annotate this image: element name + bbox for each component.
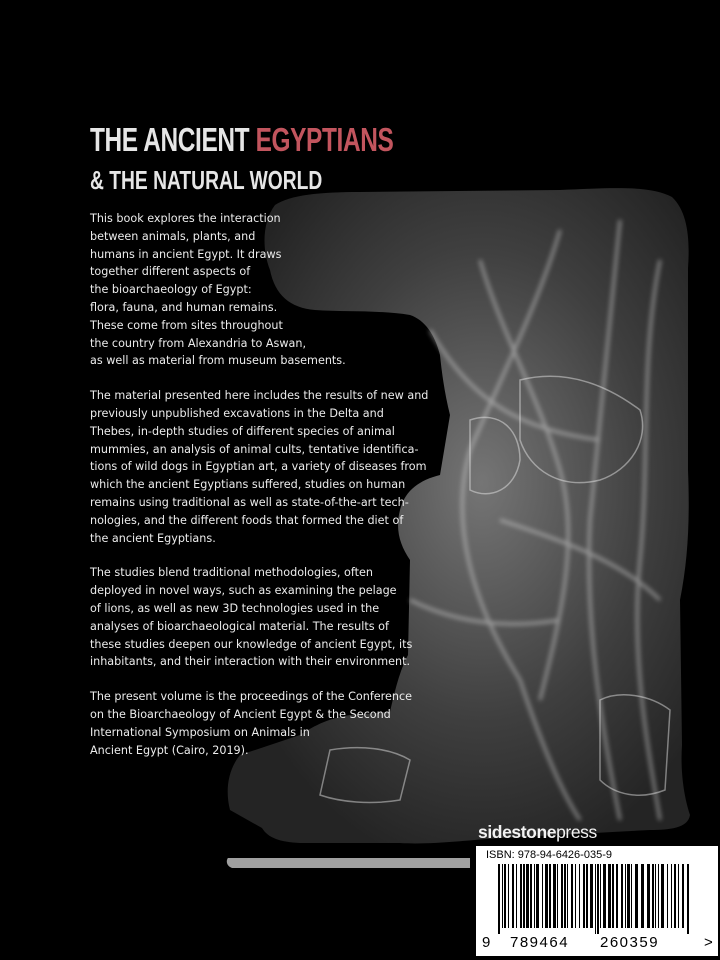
publisher-name-bold: sidestone <box>478 822 557 842</box>
blurb-line: flora, fauna, and human remains. <box>90 300 278 314</box>
blurb-paragraph <box>90 210 520 370</box>
title-accent: EGYPTIANS <box>255 121 394 158</box>
blurb-line: International Symposium on Animals in <box>90 725 310 739</box>
blurb-line: between animals, plants, and <box>90 229 256 243</box>
blurb-text <box>90 210 520 776</box>
barcode-bar <box>661 864 664 928</box>
barcode-bar <box>575 864 576 928</box>
blurb-line: humans in ancient Egypt. It draws <box>90 247 282 261</box>
barcode-digit-end: > <box>704 934 713 951</box>
barcode-bar <box>595 864 596 934</box>
barcode-bar <box>579 864 580 928</box>
barcode-bar <box>647 864 650 928</box>
blurb-paragraph <box>90 564 520 671</box>
barcode-bar <box>520 864 522 928</box>
publisher-name-regular: press <box>556 822 597 842</box>
barcode-bar <box>571 864 573 928</box>
barcode-bar <box>504 864 506 928</box>
barcode-bar <box>658 864 659 928</box>
barcode-bar <box>631 864 632 928</box>
barcode-bar <box>597 864 599 934</box>
barcode-bar <box>671 864 672 928</box>
blurb-line: remains using traditional as well as state-of-the-art tech- <box>90 495 409 509</box>
barcode-bar <box>502 864 503 928</box>
blurb-line: inhabitants, and their interaction with their environment. <box>90 655 411 669</box>
barcode-bar <box>534 864 535 928</box>
blurb-line: nologies, and the different foods that formed the diet of <box>90 513 404 527</box>
barcode-bar <box>674 864 676 928</box>
blurb-line: tions of wild dogs in Egyptian art, a variety of diseases from <box>90 460 427 474</box>
barcode-bar <box>635 864 638 928</box>
barcode-bar <box>530 864 532 928</box>
barcode-bar <box>564 864 566 928</box>
blurb-paragraph <box>90 688 520 759</box>
barcode-digit-first: 9 <box>482 934 491 951</box>
blurb-line: Thebes, in-depth studies of different species of animal <box>90 424 395 438</box>
barcode-bar <box>641 864 644 928</box>
barcode-bar <box>557 864 558 928</box>
publisher-logo <box>478 822 597 843</box>
barcode-bar <box>536 864 539 928</box>
blurb-line: The material presented here includes the results of new and <box>90 389 429 403</box>
barcode-bar <box>612 864 614 928</box>
isbn-label: ISBN: 978-94-6426-035-9 <box>486 849 612 861</box>
barcode-bar <box>655 864 656 928</box>
barcode-digit-group: 260359 <box>600 934 660 951</box>
isbn-barcode <box>476 846 718 956</box>
blurb-line: as well as material from museum basements. <box>90 354 346 368</box>
blurb-line: deployed in novel ways, such as examining the pelage <box>90 584 397 598</box>
blurb-line: on the Bioarchaeology of Ancient Egypt & the Second <box>90 707 391 721</box>
blurb-line: The present volume is the proceedings of the Conference <box>90 690 413 704</box>
barcode-bar <box>621 864 623 928</box>
barcode-bar <box>687 864 689 934</box>
barcode-bar <box>652 864 654 928</box>
blurb-line: mummies, an analysis of animal cults, tentative identifica- <box>90 442 419 456</box>
blurb-line: the country from Alexandria to Aswan, <box>90 336 307 350</box>
barcode-bar <box>561 864 563 928</box>
barcode-bar <box>549 864 551 928</box>
blurb-line: Ancient Egypt (Cairo, 2019). <box>90 743 249 757</box>
barcode-bar <box>667 864 668 928</box>
blurb-line: of lions, as well as new 3D technologies used in the <box>90 601 380 615</box>
barcode-bar <box>526 864 529 928</box>
barcode-bar <box>590 864 593 928</box>
blurb-line: The studies blend traditional methodologies, often <box>90 566 373 580</box>
blurb-line: the ancient Egyptians. <box>90 531 216 545</box>
blurb-line: which the ancient Egyptians suffered, studies on human <box>90 478 406 492</box>
barcode-bar <box>600 864 601 928</box>
barcode-bar <box>616 864 618 928</box>
book-title <box>90 122 393 158</box>
barcode-bar <box>498 864 500 934</box>
book-subtitle: & THE NATURAL WORLD <box>90 165 323 195</box>
barcode-bar <box>542 864 543 928</box>
barcode-bar <box>608 864 611 928</box>
barcode-bar <box>586 864 588 928</box>
blurb-line: together different aspects of <box>90 265 251 279</box>
blurb-line: previously unpublished excavations in the Delta and <box>90 406 384 420</box>
barcode-bar <box>625 864 626 928</box>
barcode-bars <box>484 864 710 934</box>
barcode-bar <box>682 864 684 928</box>
barcode-bar <box>583 864 585 928</box>
barcode-bar <box>627 864 630 928</box>
barcode-bar <box>678 864 679 928</box>
blurb-line: the bioarchaeology of Egypt: <box>90 283 252 297</box>
barcode-bar <box>603 864 606 928</box>
blurb-line: This book explores the interaction <box>90 212 281 225</box>
barcode-bar <box>508 864 509 928</box>
barcode-bar <box>523 864 525 928</box>
blurb-line: these studies deepen our knowledge of ancient Egypt, its <box>90 637 413 651</box>
barcode-bar <box>553 864 556 928</box>
barcode-bar <box>516 864 517 928</box>
blurb-line: These come from sites throughout <box>90 318 283 332</box>
barcode-digit-group: 789464 <box>510 934 570 951</box>
blurb-paragraph <box>90 387 520 547</box>
barcode-bar <box>512 864 514 928</box>
blurb-line: analyses of bioarchaeological material. The results of <box>90 619 389 633</box>
title-part: THE ANCIENT <box>90 121 256 158</box>
barcode-bar <box>567 864 568 928</box>
barcode-bar <box>545 864 548 928</box>
